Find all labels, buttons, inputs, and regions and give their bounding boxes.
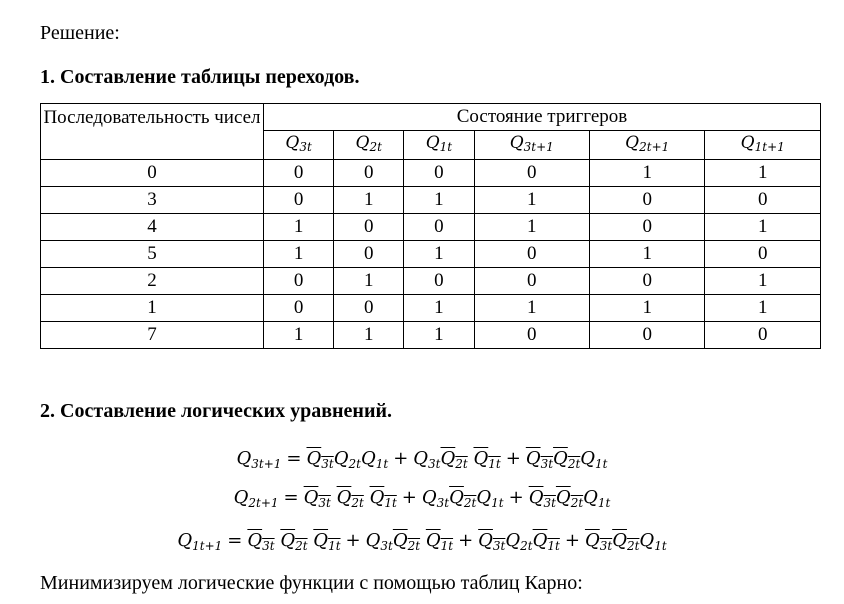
table-row: [41, 241, 821, 268]
equation-q1: $Q_{1t+1} = Q_{3t}$ $Q_{2t}$ $Q_{1t} + Q_{3t}Q_{2t}$ $Q_{1t} + Q_{3t}Q_{2t}Q_{1t} + Q_{3t}Q_{2t}Q_{1t}$: [177, 530, 667, 553]
table-cell: 1: [404, 187, 474, 214]
table-cell: 0: [705, 241, 821, 268]
table-cell: 0: [589, 322, 704, 349]
subheader-q2t: $Q_{2t}$: [334, 131, 404, 160]
table-cell: 1: [705, 295, 821, 322]
table-row: [41, 322, 821, 349]
table-cell: 1: [264, 214, 334, 241]
table-cell: 1: [404, 295, 474, 322]
table-row: [41, 295, 821, 322]
table-cell: 0: [705, 322, 821, 349]
table-cell: 2: [41, 268, 264, 295]
table-cell: 1: [404, 322, 474, 349]
table-cell: 0: [264, 160, 334, 187]
table-cell: 0: [589, 268, 704, 295]
table-cell: 1: [589, 160, 704, 187]
table-row: [41, 268, 821, 295]
footer-text: Минимизируем логические функции с помощью таблиц Карно:: [40, 572, 583, 594]
table-cell: 0: [334, 160, 404, 187]
subheader-q1t1: $Q_{1t+1}$: [705, 131, 821, 160]
table-cell: 0: [334, 241, 404, 268]
table-cell: 0: [474, 268, 589, 295]
table-cell: 0: [705, 187, 821, 214]
table-cell: 1: [589, 295, 704, 322]
table-cell: 1: [264, 322, 334, 349]
table-cell: 0: [264, 268, 334, 295]
table-cell: 5: [41, 241, 264, 268]
equation-q3: $Q_{3t+1} = Q_{3t}Q_{2t}Q_{1t} + Q_{3t}Q_{2t}$ $Q_{1t} + Q_{3t}Q_{2t}Q_{1t}$: [236, 448, 608, 471]
table-cell: 0: [474, 241, 589, 268]
table-cell: 1: [334, 322, 404, 349]
subheader-q2t1: $Q_{2t+1}$: [589, 131, 704, 160]
equation-q2: $Q_{2t+1} = Q_{3t}$ $Q_{2t}$ $Q_{1t} + Q_{3t}Q_{2t}Q_{1t} + Q_{3t}Q_{2t}Q_{1t}$: [233, 487, 611, 510]
subheader-q3t1: $Q_{3t+1}$: [474, 131, 589, 160]
table-cell: 1: [474, 295, 589, 322]
table-cell: 0: [404, 268, 474, 295]
table-cell: 1: [264, 241, 334, 268]
transition-table: [40, 103, 821, 349]
table-cell: 1: [404, 241, 474, 268]
subheader-q1t: $Q_{1t}$: [404, 131, 474, 160]
table-row: [41, 187, 821, 214]
table-cell: 0: [264, 187, 334, 214]
table-cell: 0: [474, 322, 589, 349]
table-cell: 0: [404, 214, 474, 241]
table-cell: 3: [41, 187, 264, 214]
table-cell: 0: [334, 295, 404, 322]
table-cell: 0: [589, 187, 704, 214]
table-cell: 0: [264, 295, 334, 322]
subheader-q3t: $Q_{3t}$: [264, 131, 334, 160]
table-cell: 1: [474, 187, 589, 214]
table-cell: 1: [589, 241, 704, 268]
solution-heading: Решение:: [40, 22, 120, 44]
table-cell: 0: [404, 160, 474, 187]
table-cell: 7: [41, 322, 264, 349]
table-cell: 1: [705, 268, 821, 295]
table-cell: 1: [474, 214, 589, 241]
table-cell: 0: [589, 214, 704, 241]
table-row: [41, 160, 821, 187]
table-cell: 1: [334, 268, 404, 295]
section1-title: 1. Составление таблицы переходов.: [40, 66, 360, 88]
section2-title: 2. Составление логических уравнений.: [40, 400, 392, 422]
table-cell: 0: [474, 160, 589, 187]
table-cell: 0: [334, 214, 404, 241]
table-cell: 1: [705, 160, 821, 187]
table-cell: 1: [334, 187, 404, 214]
header-sequence: Последовательность чисел: [41, 104, 264, 160]
table-row: [41, 214, 821, 241]
table-cell: 0: [41, 160, 264, 187]
table-cell: 1: [705, 214, 821, 241]
table-cell: 1: [41, 295, 264, 322]
table-cell: 4: [41, 214, 264, 241]
header-state: Состояние триггеров: [264, 104, 821, 131]
